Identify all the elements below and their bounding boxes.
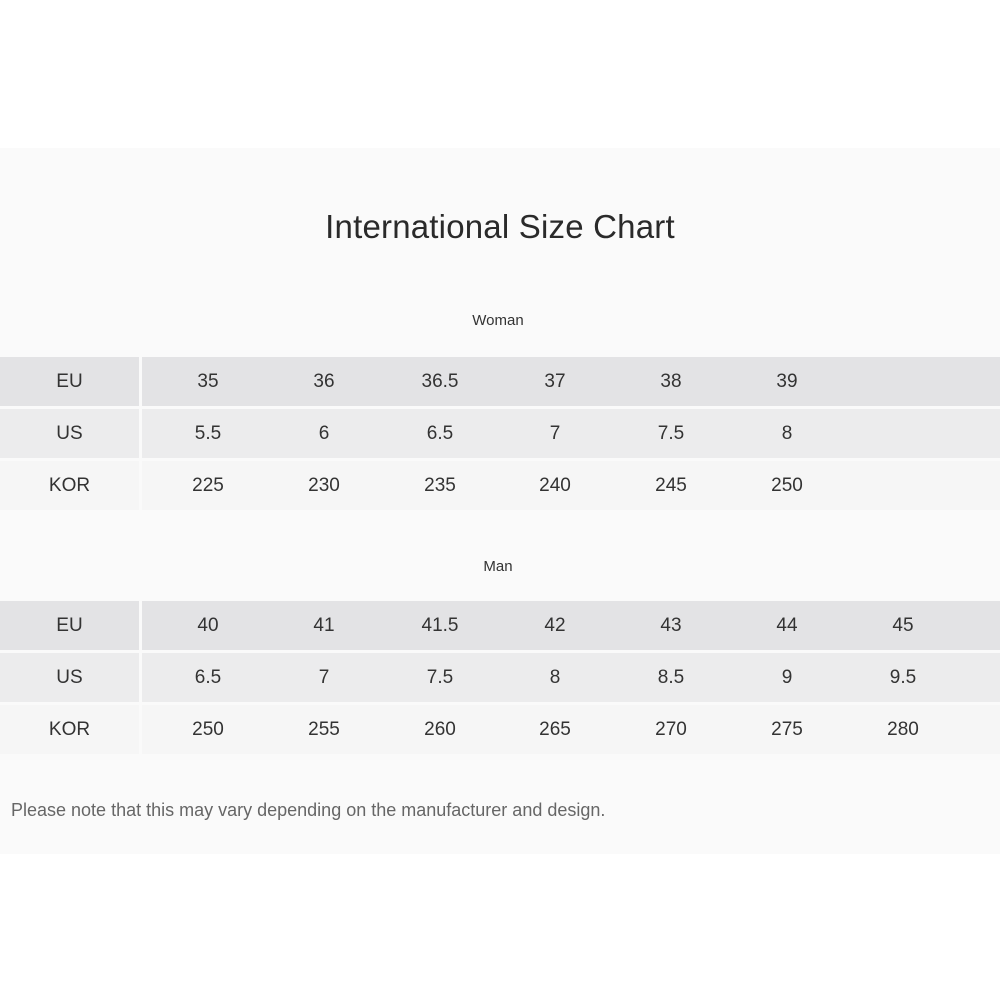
table-row-eu xyxy=(0,601,1000,650)
woman-size-table xyxy=(0,357,1000,510)
row-header-us: US xyxy=(0,653,139,702)
row-header-eu: EU xyxy=(0,357,139,406)
man-size-table xyxy=(0,601,1000,754)
disclaimer-note: Please note that this may vary depending on the manufacturer and design. xyxy=(11,800,606,820)
size-cell: 36 xyxy=(313,371,335,392)
size-cell: 8 xyxy=(781,423,793,444)
man-section-label: Man xyxy=(483,558,513,575)
row-values xyxy=(142,409,1000,458)
size-cell: 42 xyxy=(544,615,566,636)
row-values xyxy=(142,601,1000,650)
row-header-us: US xyxy=(0,409,139,458)
size-cell: 7 xyxy=(549,423,561,444)
size-cell: 41 xyxy=(313,615,335,636)
size-cell: 7.5 xyxy=(426,667,454,688)
size-cell: 7 xyxy=(318,667,330,688)
table-row-eu xyxy=(0,357,1000,406)
size-cell: 250 xyxy=(192,719,224,740)
size-cell: 245 xyxy=(655,475,687,496)
table-row-kor xyxy=(0,705,1000,754)
size-cell: 9.5 xyxy=(889,667,917,688)
row-values xyxy=(142,461,1000,510)
size-cell: 39 xyxy=(776,371,798,392)
row-values xyxy=(142,357,1000,406)
size-cell: 275 xyxy=(771,719,803,740)
size-cell: 45 xyxy=(892,615,914,636)
size-cell: 6.5 xyxy=(426,423,454,444)
size-cell: 230 xyxy=(308,475,340,496)
size-cell: 270 xyxy=(655,719,687,740)
size-cell: 7.5 xyxy=(657,423,685,444)
woman-section-label: Woman xyxy=(472,312,524,329)
row-header-kor: KOR xyxy=(0,461,139,510)
size-cell: 260 xyxy=(424,719,456,740)
size-cell: 37 xyxy=(544,371,566,392)
row-values xyxy=(142,705,1000,754)
page-title: International Size Chart xyxy=(325,208,675,245)
size-cell: 8.5 xyxy=(657,667,685,688)
row-header-eu: EU xyxy=(0,601,139,650)
size-cell: 255 xyxy=(308,719,340,740)
table-row-us xyxy=(0,409,1000,458)
size-cell: 40 xyxy=(197,615,219,636)
row-values xyxy=(142,653,1000,702)
size-cell: 6.5 xyxy=(194,667,222,688)
size-cell: 5.5 xyxy=(194,423,222,444)
size-cell: 250 xyxy=(771,475,803,496)
size-cell: 35 xyxy=(197,371,219,392)
size-cell: 265 xyxy=(539,719,571,740)
size-cell: 240 xyxy=(539,475,571,496)
size-cell: 43 xyxy=(660,615,682,636)
size-cell: 225 xyxy=(192,475,224,496)
table-row-us xyxy=(0,653,1000,702)
size-cell: 235 xyxy=(424,475,456,496)
size-cell: 41.5 xyxy=(421,615,459,636)
size-cell: 38 xyxy=(660,371,682,392)
size-cell: 8 xyxy=(549,667,561,688)
size-cell: 44 xyxy=(776,615,798,636)
size-cell: 280 xyxy=(887,719,919,740)
row-header-kor: KOR xyxy=(0,705,139,754)
size-cell: 9 xyxy=(781,667,793,688)
size-cell: 36.5 xyxy=(421,371,459,392)
size-cell: 6 xyxy=(318,423,330,444)
table-row-kor xyxy=(0,461,1000,510)
